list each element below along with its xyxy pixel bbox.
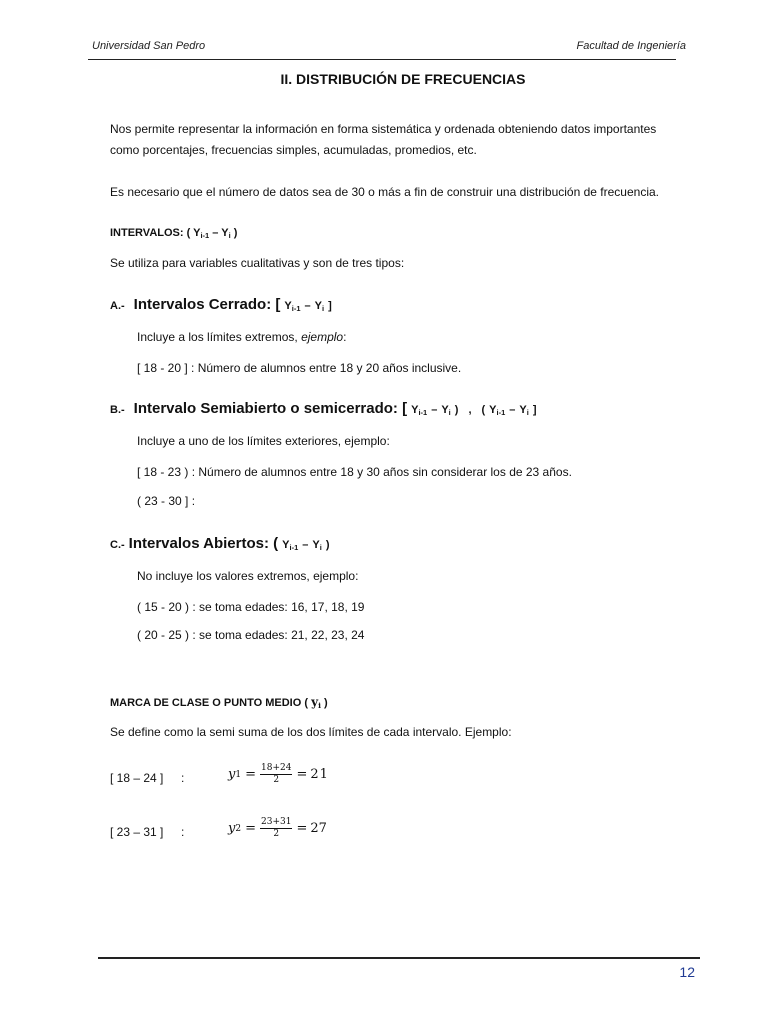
section-b-heading [110, 400, 537, 417]
fraction [260, 817, 292, 840]
fraction [260, 763, 292, 786]
result-value: 21 [310, 767, 329, 782]
separator-comma: , [468, 404, 472, 416]
y-prev-symbol: $Y_{i-1}$ [284, 300, 301, 313]
dash: – [304, 300, 311, 312]
intro-paragraph-2: Es necesario que el número de datos sea de 30 o más a fin de construir una distribución de frecuencia. [110, 185, 659, 199]
y-prev-symbol: $Y_{i-1}$ [282, 539, 299, 552]
marca-heading [110, 695, 328, 710]
y-i-symbol: $Y_i$ [441, 404, 451, 417]
y-i-symbol: $Y_i$ [314, 300, 325, 313]
paren-open: ( [481, 404, 486, 416]
page-number: 12 [679, 964, 695, 980]
intervals-heading [110, 227, 237, 240]
footer-rule [98, 957, 700, 959]
example-1-colon: : [181, 771, 185, 785]
section-b-letter: B.- [110, 404, 125, 416]
bracket-close: ] [532, 404, 537, 416]
section-c-text: No incluye los valores extremos, ejemplo: [137, 569, 359, 583]
variable-subscript: 2 [235, 823, 242, 834]
example-1-formula [228, 763, 329, 786]
equals-sign: = [245, 767, 256, 782]
section-c-example-2: ( 20 - 25 ) : se toma edades: 21, 22, 23, 24 [137, 628, 365, 642]
paren-close: ) [454, 404, 459, 416]
section-c-letter: C.- [110, 539, 125, 551]
section-c-heading [110, 535, 330, 552]
example-1-interval: [ 18 – 24 ] [110, 771, 164, 785]
variable-y: y [228, 821, 236, 836]
section-a-text-italic: ejemplo [301, 330, 344, 344]
header-rule [88, 59, 676, 60]
section-b-text: Incluye a uno de los límites exteriores, ejemplo: [137, 434, 390, 448]
marca-heading-label: MARCA DE CLASE O PUNTO MEDIO ( [110, 697, 309, 709]
page-title: II. DISTRIBUCIÓN DE FRECUENCIAS [280, 71, 526, 87]
dash: – [509, 404, 516, 416]
paren-close: ) [323, 697, 328, 709]
intro-line-1: Nos permite representar la información en forma sistemática y ordenada obteniendo datos importantes [110, 122, 657, 136]
header-university: Universidad San Pedro [92, 40, 206, 52]
section-b-example-2: ( 23 - 30 ] : [137, 494, 196, 508]
example-2-colon: : [181, 825, 185, 839]
result-value: 27 [310, 821, 327, 836]
equals-sign: = [296, 767, 308, 782]
bracket-close: ] [328, 300, 332, 312]
section-a-title: Intervalos Cerrado: [ [133, 296, 281, 313]
equals-sign: = [296, 821, 308, 836]
intervals-heading-label: INTERVALOS: ( [110, 227, 191, 239]
section-a-letter: A.- [110, 300, 125, 312]
fraction-numerator: 23+31 [261, 817, 292, 827]
fraction-numerator: 18+24 [261, 763, 292, 773]
section-c-title: Intervalos Abiertos: ( [128, 535, 279, 552]
intervals-description: Se utiliza para variables cualitativas y son de tres tipos: [110, 256, 405, 270]
variable-y: y [228, 767, 236, 782]
equals-sign: = [245, 821, 256, 836]
section-b-title: Intervalo Semiabierto o semicerrado: [ [133, 400, 408, 417]
fraction-denominator: 2 [273, 829, 280, 839]
y-prev-symbol: $Y_{i-1}$ [489, 404, 506, 417]
variable-subscript: 1 [235, 769, 242, 780]
section-b-example-1: [ 18 - 23 ) : Número de alumnos entre 18 y 30 años sin considerar los de 23 años. [137, 465, 572, 479]
y-prev-symbol: $Y_{i-1}$ [193, 227, 210, 240]
example-2-interval: [ 23 – 31 ] [110, 825, 164, 839]
y-i-symbol: $Y_i$ [221, 227, 231, 240]
example-2-formula [228, 817, 327, 840]
y-prev-symbol: $Y_{i-1}$ [411, 404, 428, 417]
fraction-denominator: 2 [273, 775, 280, 785]
marca-description: Se define como la semi suma de los dos límites de cada intervalo. Ejemplo: [110, 725, 512, 739]
dash: – [302, 539, 309, 551]
y-i-symbol: $Y_i$ [312, 539, 322, 552]
header-faculty: Facultad de Ingeniería [576, 40, 686, 52]
section-a-example: [ 18 - 20 ] : Número de alumnos entre 18 y 20 años inclusive. [137, 361, 462, 375]
dash: – [431, 404, 438, 416]
section-a-text-main: Incluye a los límites extremos, [137, 330, 298, 344]
paren-close: ) [233, 227, 238, 239]
section-c-example-1: ( 15 - 20 ) : se toma edades: 16, 17, 18, 19 [137, 600, 365, 614]
y-i-symbol: $y_i$ [311, 695, 321, 710]
paren-close: ) [325, 539, 330, 551]
section-a-heading [110, 296, 332, 313]
section-a-text [137, 330, 346, 344]
dash: – [212, 227, 219, 239]
y-i-symbol: $Y_i$ [519, 404, 529, 417]
section-a-text-end: : [343, 330, 347, 344]
intro-line-2: como porcentajes, frecuencias simples, acumuladas, promedios, etc. [110, 143, 477, 157]
